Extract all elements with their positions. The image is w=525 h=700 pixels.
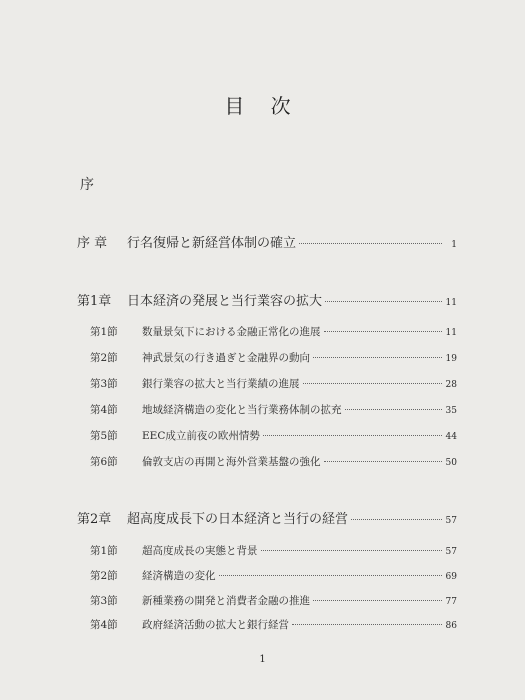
page-title: 目 次 <box>224 94 301 118</box>
toc-section[interactable] <box>90 402 457 417</box>
chapter-label: 序 章 <box>77 236 108 251</box>
toc-section[interactable] <box>90 543 457 558</box>
page-ref: 1 <box>451 240 457 250</box>
page-ref: 57 <box>445 547 457 557</box>
dot-leader <box>219 575 443 576</box>
chapter-title: 日本経済の発展と当行業容の拡大 <box>127 294 323 309</box>
toc-section[interactable] <box>90 617 457 632</box>
section-title: EEC成立前夜の欧州情勢 <box>142 430 260 442</box>
toc-section[interactable] <box>90 376 457 391</box>
toc-chapter-intro[interactable] <box>77 232 457 251</box>
dot-leader <box>303 383 443 384</box>
dot-leader <box>345 409 443 410</box>
section-title: 政府経済活動の拡大と銀行経営 <box>142 619 289 631</box>
toc-chapter-1[interactable] <box>77 290 457 309</box>
page-ref: 86 <box>445 621 457 631</box>
page-ref: 50 <box>445 458 457 468</box>
chapter-title: 超高度成長下の日本経済と当行の経営 <box>127 512 349 527</box>
section-label: 第3節 <box>90 595 118 607</box>
dot-leader <box>263 435 442 436</box>
page-ref: 57 <box>445 516 457 526</box>
page-ref: 11 <box>445 298 457 308</box>
dot-leader <box>351 519 442 520</box>
toc-section[interactable] <box>90 350 457 365</box>
toc-section[interactable] <box>90 593 457 608</box>
dot-leader <box>313 600 442 601</box>
dot-leader <box>299 243 442 244</box>
dot-leader <box>325 301 442 302</box>
page-ref: 19 <box>445 354 457 364</box>
chapter-title: 行名復帰と新経営体制の確立 <box>127 236 297 251</box>
section-label: 第1節 <box>90 326 118 338</box>
section-title: 倫敦支店の再開と海外営業基盤の強化 <box>142 456 321 468</box>
page-ref: 44 <box>445 432 457 442</box>
section-title: 数量景気下における金融正常化の進展 <box>142 326 321 338</box>
chapter-label: 第2章 <box>77 512 112 527</box>
section-title: 新種業務の開発と消費者金融の推進 <box>142 595 310 607</box>
section-label: 第4節 <box>90 619 118 631</box>
page-number: 1 <box>259 654 266 665</box>
section-label: 第6節 <box>90 456 118 468</box>
page-ref: 11 <box>445 328 457 338</box>
section-title: 超高度成長の実態と背景 <box>142 545 258 557</box>
section-title: 神武景気の行き過ぎと金融界の動向 <box>142 352 310 364</box>
section-label: 第3節 <box>90 378 118 390</box>
chapter-label: 第1章 <box>77 294 112 309</box>
dot-leader <box>313 357 442 358</box>
dot-leader <box>324 461 443 462</box>
toc-section[interactable] <box>90 454 457 469</box>
preface-heading: 序 <box>80 177 94 193</box>
toc-section[interactable] <box>90 568 457 583</box>
section-label: 第5節 <box>90 430 118 442</box>
section-title: 経済構造の変化 <box>142 570 216 582</box>
page-ref: 69 <box>445 572 457 582</box>
toc-section[interactable] <box>90 428 457 443</box>
page-ref: 28 <box>445 380 457 390</box>
section-label: 第1節 <box>90 545 118 557</box>
section-label: 第4節 <box>90 404 118 416</box>
section-label: 第2節 <box>90 570 118 582</box>
section-title: 銀行業容の拡大と当行業績の進展 <box>142 378 300 390</box>
section-title: 地域経済構造の変化と当行業務体制の拡充 <box>142 404 342 416</box>
dot-leader <box>292 624 442 625</box>
toc-chapter-2[interactable] <box>77 508 457 527</box>
toc-section[interactable] <box>90 324 457 339</box>
page-ref: 77 <box>445 597 457 607</box>
page-ref: 35 <box>445 406 457 416</box>
section-label: 第2節 <box>90 352 118 364</box>
dot-leader <box>261 550 443 551</box>
dot-leader <box>324 331 443 332</box>
